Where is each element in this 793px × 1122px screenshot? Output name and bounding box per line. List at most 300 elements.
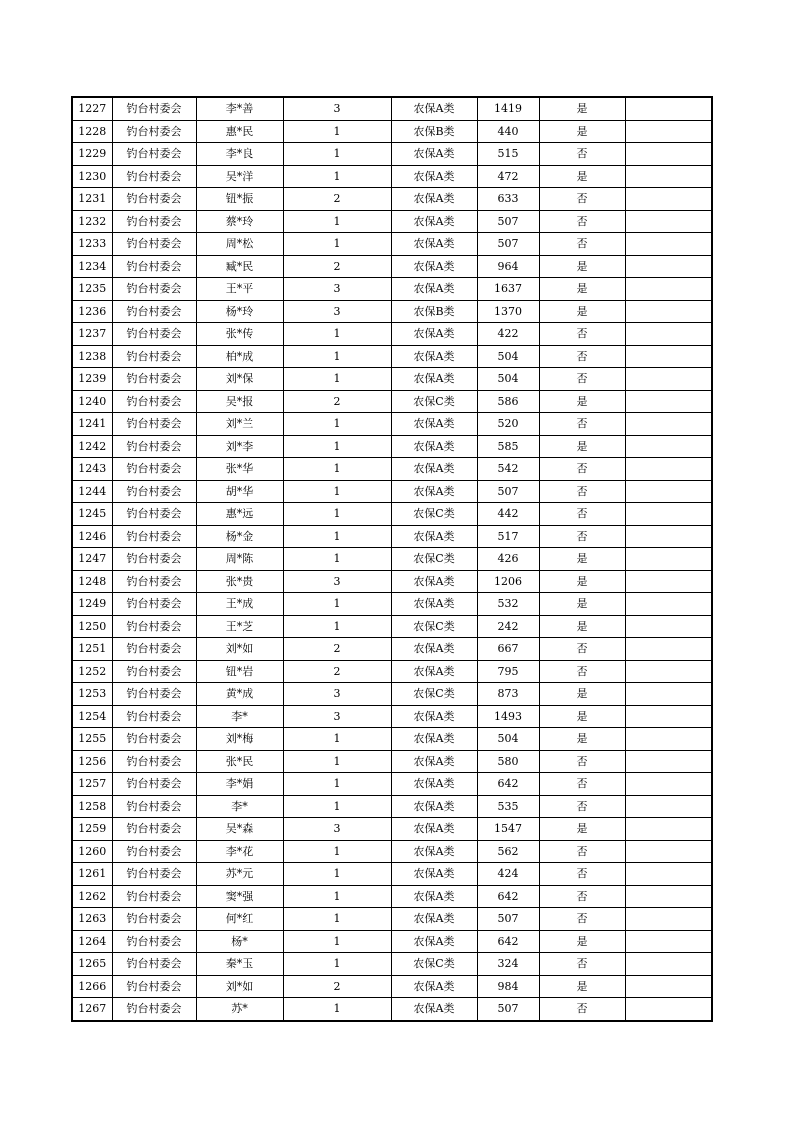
row-number-cell: 1236 bbox=[72, 300, 112, 323]
amount-cell: 542 bbox=[477, 458, 539, 481]
blank-cell bbox=[625, 638, 712, 661]
table-row bbox=[72, 795, 712, 818]
village-committee-cell: 钓台村委会 bbox=[112, 120, 196, 143]
flag-cell: 是 bbox=[539, 930, 625, 953]
village-committee-cell: 钓台村委会 bbox=[112, 705, 196, 728]
flag-cell: 是 bbox=[539, 300, 625, 323]
household-size-cell: 3 bbox=[283, 818, 391, 841]
blank-cell bbox=[625, 525, 712, 548]
insurance-type-cell: 农保A类 bbox=[391, 660, 477, 683]
village-committee-cell: 钓台村委会 bbox=[112, 503, 196, 526]
household-size-cell: 3 bbox=[283, 278, 391, 301]
row-number-cell: 1231 bbox=[72, 188, 112, 211]
insurance-type-cell: 农保A类 bbox=[391, 435, 477, 458]
row-number-cell: 1247 bbox=[72, 548, 112, 571]
amount-cell: 642 bbox=[477, 930, 539, 953]
blank-cell bbox=[625, 795, 712, 818]
insurance-type-cell: 农保A类 bbox=[391, 795, 477, 818]
blank-cell bbox=[625, 840, 712, 863]
flag-cell: 是 bbox=[539, 255, 625, 278]
amount-cell: 507 bbox=[477, 998, 539, 1021]
name-cell: 刘*如 bbox=[196, 975, 283, 998]
table-row bbox=[72, 165, 712, 188]
blank-cell bbox=[625, 458, 712, 481]
name-cell: 吴*报 bbox=[196, 390, 283, 413]
table-row bbox=[72, 188, 712, 211]
flag-cell: 否 bbox=[539, 233, 625, 256]
blank-cell bbox=[625, 300, 712, 323]
village-committee-cell: 钓台村委会 bbox=[112, 458, 196, 481]
table-row bbox=[72, 120, 712, 143]
village-committee-cell: 钓台村委会 bbox=[112, 953, 196, 976]
insurance-type-cell: 农保A类 bbox=[391, 255, 477, 278]
insurance-type-cell: 农保A类 bbox=[391, 885, 477, 908]
household-size-cell: 1 bbox=[283, 413, 391, 436]
name-cell: 张*民 bbox=[196, 750, 283, 773]
amount-cell: 585 bbox=[477, 435, 539, 458]
amount-cell: 242 bbox=[477, 615, 539, 638]
roster-table bbox=[71, 96, 713, 1022]
name-cell: 李* bbox=[196, 705, 283, 728]
blank-cell bbox=[625, 368, 712, 391]
row-number-cell: 1251 bbox=[72, 638, 112, 661]
name-cell: 蔡*玲 bbox=[196, 210, 283, 233]
blank-cell bbox=[625, 120, 712, 143]
name-cell: 吴*洋 bbox=[196, 165, 283, 188]
row-number-cell: 1240 bbox=[72, 390, 112, 413]
blank-cell bbox=[625, 210, 712, 233]
insurance-type-cell: 农保C类 bbox=[391, 390, 477, 413]
table-row bbox=[72, 278, 712, 301]
blank-cell bbox=[625, 278, 712, 301]
amount-cell: 507 bbox=[477, 210, 539, 233]
blank-cell bbox=[625, 503, 712, 526]
table-row bbox=[72, 570, 712, 593]
amount-cell: 562 bbox=[477, 840, 539, 863]
row-number-cell: 1259 bbox=[72, 818, 112, 841]
name-cell: 王*平 bbox=[196, 278, 283, 301]
table-row bbox=[72, 97, 712, 120]
village-committee-cell: 钓台村委会 bbox=[112, 840, 196, 863]
village-committee-cell: 钓台村委会 bbox=[112, 728, 196, 751]
village-committee-cell: 钓台村委会 bbox=[112, 660, 196, 683]
insurance-type-cell: 农保A类 bbox=[391, 705, 477, 728]
village-committee-cell: 钓台村委会 bbox=[112, 345, 196, 368]
blank-cell bbox=[625, 188, 712, 211]
household-size-cell: 2 bbox=[283, 390, 391, 413]
amount-cell: 1206 bbox=[477, 570, 539, 593]
name-cell: 苏*元 bbox=[196, 863, 283, 886]
table-row bbox=[72, 638, 712, 661]
flag-cell: 否 bbox=[539, 885, 625, 908]
blank-cell bbox=[625, 998, 712, 1021]
village-committee-cell: 钓台村委会 bbox=[112, 615, 196, 638]
blank-cell bbox=[625, 615, 712, 638]
table-row bbox=[72, 458, 712, 481]
village-committee-cell: 钓台村委会 bbox=[112, 885, 196, 908]
name-cell: 吴*森 bbox=[196, 818, 283, 841]
amount-cell: 504 bbox=[477, 345, 539, 368]
amount-cell: 795 bbox=[477, 660, 539, 683]
name-cell: 杨*玲 bbox=[196, 300, 283, 323]
household-size-cell: 1 bbox=[283, 930, 391, 953]
row-number-cell: 1264 bbox=[72, 930, 112, 953]
village-committee-cell: 钓台村委会 bbox=[112, 255, 196, 278]
insurance-type-cell: 农保A类 bbox=[391, 840, 477, 863]
table-row bbox=[72, 548, 712, 571]
household-size-cell: 3 bbox=[283, 97, 391, 120]
row-number-cell: 1241 bbox=[72, 413, 112, 436]
blank-cell bbox=[625, 413, 712, 436]
name-cell: 刘*李 bbox=[196, 435, 283, 458]
household-size-cell: 3 bbox=[283, 705, 391, 728]
household-size-cell: 1 bbox=[283, 773, 391, 796]
table-row bbox=[72, 953, 712, 976]
flag-cell: 是 bbox=[539, 165, 625, 188]
household-size-cell: 2 bbox=[283, 638, 391, 661]
insurance-type-cell: 农保C类 bbox=[391, 953, 477, 976]
village-committee-cell: 钓台村委会 bbox=[112, 435, 196, 458]
blank-cell bbox=[625, 165, 712, 188]
village-committee-cell: 钓台村委会 bbox=[112, 390, 196, 413]
name-cell: 钮*岩 bbox=[196, 660, 283, 683]
name-cell: 惠*远 bbox=[196, 503, 283, 526]
household-size-cell: 1 bbox=[283, 840, 391, 863]
insurance-type-cell: 农保C类 bbox=[391, 503, 477, 526]
blank-cell bbox=[625, 975, 712, 998]
flag-cell: 是 bbox=[539, 705, 625, 728]
insurance-type-cell: 农保C类 bbox=[391, 548, 477, 571]
table-row bbox=[72, 998, 712, 1021]
insurance-type-cell: 农保C类 bbox=[391, 615, 477, 638]
insurance-type-cell: 农保A类 bbox=[391, 975, 477, 998]
household-size-cell: 1 bbox=[283, 233, 391, 256]
household-size-cell: 1 bbox=[283, 503, 391, 526]
table-row bbox=[72, 818, 712, 841]
household-size-cell: 1 bbox=[283, 795, 391, 818]
amount-cell: 507 bbox=[477, 908, 539, 931]
flag-cell: 是 bbox=[539, 390, 625, 413]
amount-cell: 472 bbox=[477, 165, 539, 188]
name-cell: 刘*梅 bbox=[196, 728, 283, 751]
amount-cell: 324 bbox=[477, 953, 539, 976]
flag-cell: 是 bbox=[539, 728, 625, 751]
household-size-cell: 2 bbox=[283, 660, 391, 683]
flag-cell: 否 bbox=[539, 525, 625, 548]
household-size-cell: 1 bbox=[283, 593, 391, 616]
roster-body bbox=[72, 97, 712, 1021]
insurance-type-cell: 农保A类 bbox=[391, 480, 477, 503]
amount-cell: 440 bbox=[477, 120, 539, 143]
household-size-cell: 2 bbox=[283, 255, 391, 278]
insurance-type-cell: 农保A类 bbox=[391, 143, 477, 166]
village-committee-cell: 钓台村委会 bbox=[112, 278, 196, 301]
insurance-type-cell: 农保B类 bbox=[391, 120, 477, 143]
household-size-cell: 1 bbox=[283, 953, 391, 976]
row-number-cell: 1262 bbox=[72, 885, 112, 908]
name-cell: 杨*金 bbox=[196, 525, 283, 548]
household-size-cell: 1 bbox=[283, 525, 391, 548]
row-number-cell: 1228 bbox=[72, 120, 112, 143]
name-cell: 刘*如 bbox=[196, 638, 283, 661]
household-size-cell: 1 bbox=[283, 368, 391, 391]
blank-cell bbox=[625, 750, 712, 773]
village-committee-cell: 钓台村委会 bbox=[112, 525, 196, 548]
flag-cell: 否 bbox=[539, 143, 625, 166]
blank-cell bbox=[625, 390, 712, 413]
amount-cell: 1493 bbox=[477, 705, 539, 728]
insurance-type-cell: 农保A类 bbox=[391, 570, 477, 593]
name-cell: 王*成 bbox=[196, 593, 283, 616]
insurance-type-cell: 农保A类 bbox=[391, 773, 477, 796]
name-cell: 钮*振 bbox=[196, 188, 283, 211]
table-row bbox=[72, 728, 712, 751]
table-row bbox=[72, 750, 712, 773]
village-committee-cell: 钓台村委会 bbox=[112, 750, 196, 773]
village-committee-cell: 钓台村委会 bbox=[112, 188, 196, 211]
table-row bbox=[72, 413, 712, 436]
household-size-cell: 1 bbox=[283, 345, 391, 368]
row-number-cell: 1267 bbox=[72, 998, 112, 1021]
village-committee-cell: 钓台村委会 bbox=[112, 863, 196, 886]
table-row bbox=[72, 143, 712, 166]
flag-cell: 否 bbox=[539, 840, 625, 863]
table-row bbox=[72, 840, 712, 863]
village-committee-cell: 钓台村委会 bbox=[112, 143, 196, 166]
flag-cell: 是 bbox=[539, 548, 625, 571]
blank-cell bbox=[625, 255, 712, 278]
village-committee-cell: 钓台村委会 bbox=[112, 795, 196, 818]
amount-cell: 442 bbox=[477, 503, 539, 526]
table-row bbox=[72, 615, 712, 638]
flag-cell: 是 bbox=[539, 615, 625, 638]
name-cell: 柏*成 bbox=[196, 345, 283, 368]
village-committee-cell: 钓台村委会 bbox=[112, 165, 196, 188]
amount-cell: 422 bbox=[477, 323, 539, 346]
blank-cell bbox=[625, 480, 712, 503]
insurance-type-cell: 农保A类 bbox=[391, 188, 477, 211]
row-number-cell: 1246 bbox=[72, 525, 112, 548]
row-number-cell: 1266 bbox=[72, 975, 112, 998]
name-cell: 何*红 bbox=[196, 908, 283, 931]
flag-cell: 是 bbox=[539, 818, 625, 841]
household-size-cell: 1 bbox=[283, 210, 391, 233]
flag-cell: 否 bbox=[539, 795, 625, 818]
amount-cell: 532 bbox=[477, 593, 539, 616]
amount-cell: 515 bbox=[477, 143, 539, 166]
table-row bbox=[72, 885, 712, 908]
name-cell: 张*贵 bbox=[196, 570, 283, 593]
household-size-cell: 1 bbox=[283, 908, 391, 931]
insurance-type-cell: 农保A类 bbox=[391, 278, 477, 301]
name-cell: 窦*强 bbox=[196, 885, 283, 908]
amount-cell: 667 bbox=[477, 638, 539, 661]
amount-cell: 1370 bbox=[477, 300, 539, 323]
name-cell: 刘*兰 bbox=[196, 413, 283, 436]
amount-cell: 535 bbox=[477, 795, 539, 818]
flag-cell: 是 bbox=[539, 278, 625, 301]
table-row bbox=[72, 705, 712, 728]
row-number-cell: 1265 bbox=[72, 953, 112, 976]
amount-cell: 424 bbox=[477, 863, 539, 886]
amount-cell: 507 bbox=[477, 480, 539, 503]
flag-cell: 否 bbox=[539, 750, 625, 773]
table-row bbox=[72, 975, 712, 998]
row-number-cell: 1257 bbox=[72, 773, 112, 796]
table-row bbox=[72, 255, 712, 278]
amount-cell: 426 bbox=[477, 548, 539, 571]
blank-cell bbox=[625, 705, 712, 728]
blank-cell bbox=[625, 773, 712, 796]
insurance-type-cell: 农保A类 bbox=[391, 863, 477, 886]
amount-cell: 1547 bbox=[477, 818, 539, 841]
table-row bbox=[72, 480, 712, 503]
amount-cell: 507 bbox=[477, 233, 539, 256]
household-size-cell: 3 bbox=[283, 300, 391, 323]
flag-cell: 否 bbox=[539, 863, 625, 886]
flag-cell: 否 bbox=[539, 908, 625, 931]
table-row bbox=[72, 390, 712, 413]
table-row bbox=[72, 323, 712, 346]
row-number-cell: 1237 bbox=[72, 323, 112, 346]
blank-cell bbox=[625, 323, 712, 346]
row-number-cell: 1260 bbox=[72, 840, 112, 863]
table-row bbox=[72, 503, 712, 526]
flag-cell: 是 bbox=[539, 97, 625, 120]
table-row bbox=[72, 525, 712, 548]
row-number-cell: 1232 bbox=[72, 210, 112, 233]
blank-cell bbox=[625, 818, 712, 841]
flag-cell: 否 bbox=[539, 188, 625, 211]
amount-cell: 504 bbox=[477, 368, 539, 391]
table-row bbox=[72, 773, 712, 796]
row-number-cell: 1254 bbox=[72, 705, 112, 728]
village-committee-cell: 钓台村委会 bbox=[112, 593, 196, 616]
row-number-cell: 1249 bbox=[72, 593, 112, 616]
household-size-cell: 1 bbox=[283, 728, 391, 751]
table-row bbox=[72, 300, 712, 323]
row-number-cell: 1245 bbox=[72, 503, 112, 526]
blank-cell bbox=[625, 143, 712, 166]
village-committee-cell: 钓台村委会 bbox=[112, 773, 196, 796]
table-row bbox=[72, 660, 712, 683]
amount-cell: 580 bbox=[477, 750, 539, 773]
insurance-type-cell: 农保A类 bbox=[391, 165, 477, 188]
blank-cell bbox=[625, 728, 712, 751]
household-size-cell: 1 bbox=[283, 548, 391, 571]
village-committee-cell: 钓台村委会 bbox=[112, 908, 196, 931]
table-row bbox=[72, 683, 712, 706]
name-cell: 惠*民 bbox=[196, 120, 283, 143]
row-number-cell: 1253 bbox=[72, 683, 112, 706]
name-cell: 苏* bbox=[196, 998, 283, 1021]
name-cell: 李*善 bbox=[196, 97, 283, 120]
table-row bbox=[72, 233, 712, 256]
table-row bbox=[72, 368, 712, 391]
name-cell: 周*陈 bbox=[196, 548, 283, 571]
household-size-cell: 3 bbox=[283, 570, 391, 593]
amount-cell: 504 bbox=[477, 728, 539, 751]
flag-cell: 是 bbox=[539, 435, 625, 458]
row-number-cell: 1244 bbox=[72, 480, 112, 503]
insurance-type-cell: 农保A类 bbox=[391, 818, 477, 841]
amount-cell: 873 bbox=[477, 683, 539, 706]
insurance-type-cell: 农保A类 bbox=[391, 97, 477, 120]
name-cell: 刘*保 bbox=[196, 368, 283, 391]
amount-cell: 517 bbox=[477, 525, 539, 548]
name-cell: 张*传 bbox=[196, 323, 283, 346]
row-number-cell: 1250 bbox=[72, 615, 112, 638]
row-number-cell: 1258 bbox=[72, 795, 112, 818]
row-number-cell: 1233 bbox=[72, 233, 112, 256]
row-number-cell: 1255 bbox=[72, 728, 112, 751]
row-number-cell: 1227 bbox=[72, 97, 112, 120]
household-size-cell: 3 bbox=[283, 683, 391, 706]
blank-cell bbox=[625, 435, 712, 458]
insurance-type-cell: 农保A类 bbox=[391, 998, 477, 1021]
name-cell: 李*良 bbox=[196, 143, 283, 166]
village-committee-cell: 钓台村委会 bbox=[112, 930, 196, 953]
village-committee-cell: 钓台村委会 bbox=[112, 975, 196, 998]
insurance-type-cell: 农保A类 bbox=[391, 210, 477, 233]
household-size-cell: 1 bbox=[283, 615, 391, 638]
flag-cell: 是 bbox=[539, 975, 625, 998]
household-size-cell: 1 bbox=[283, 750, 391, 773]
row-number-cell: 1261 bbox=[72, 863, 112, 886]
table-row bbox=[72, 345, 712, 368]
household-size-cell: 1 bbox=[283, 998, 391, 1021]
insurance-type-cell: 农保A类 bbox=[391, 345, 477, 368]
village-committee-cell: 钓台村委会 bbox=[112, 480, 196, 503]
village-committee-cell: 钓台村委会 bbox=[112, 998, 196, 1021]
household-size-cell: 1 bbox=[283, 323, 391, 346]
row-number-cell: 1239 bbox=[72, 368, 112, 391]
name-cell: 臧*民 bbox=[196, 255, 283, 278]
blank-cell bbox=[625, 233, 712, 256]
name-cell: 李*娟 bbox=[196, 773, 283, 796]
amount-cell: 1637 bbox=[477, 278, 539, 301]
insurance-type-cell: 农保A类 bbox=[391, 458, 477, 481]
insurance-type-cell: 农保A类 bbox=[391, 368, 477, 391]
insurance-type-cell: 农保A类 bbox=[391, 525, 477, 548]
flag-cell: 否 bbox=[539, 323, 625, 346]
insurance-type-cell: 农保C类 bbox=[391, 683, 477, 706]
flag-cell: 是 bbox=[539, 683, 625, 706]
village-committee-cell: 钓台村委会 bbox=[112, 233, 196, 256]
flag-cell: 否 bbox=[539, 503, 625, 526]
village-committee-cell: 钓台村委会 bbox=[112, 300, 196, 323]
flag-cell: 否 bbox=[539, 660, 625, 683]
village-committee-cell: 钓台村委会 bbox=[112, 638, 196, 661]
flag-cell: 否 bbox=[539, 953, 625, 976]
village-committee-cell: 钓台村委会 bbox=[112, 368, 196, 391]
village-committee-cell: 钓台村委会 bbox=[112, 818, 196, 841]
amount-cell: 642 bbox=[477, 885, 539, 908]
insurance-type-cell: 农保A类 bbox=[391, 728, 477, 751]
table-row bbox=[72, 863, 712, 886]
blank-cell bbox=[625, 593, 712, 616]
blank-cell bbox=[625, 683, 712, 706]
flag-cell: 否 bbox=[539, 998, 625, 1021]
row-number-cell: 1238 bbox=[72, 345, 112, 368]
blank-cell bbox=[625, 570, 712, 593]
table-row bbox=[72, 593, 712, 616]
table-row bbox=[72, 435, 712, 458]
household-size-cell: 1 bbox=[283, 480, 391, 503]
village-committee-cell: 钓台村委会 bbox=[112, 683, 196, 706]
village-committee-cell: 钓台村委会 bbox=[112, 210, 196, 233]
blank-cell bbox=[625, 660, 712, 683]
